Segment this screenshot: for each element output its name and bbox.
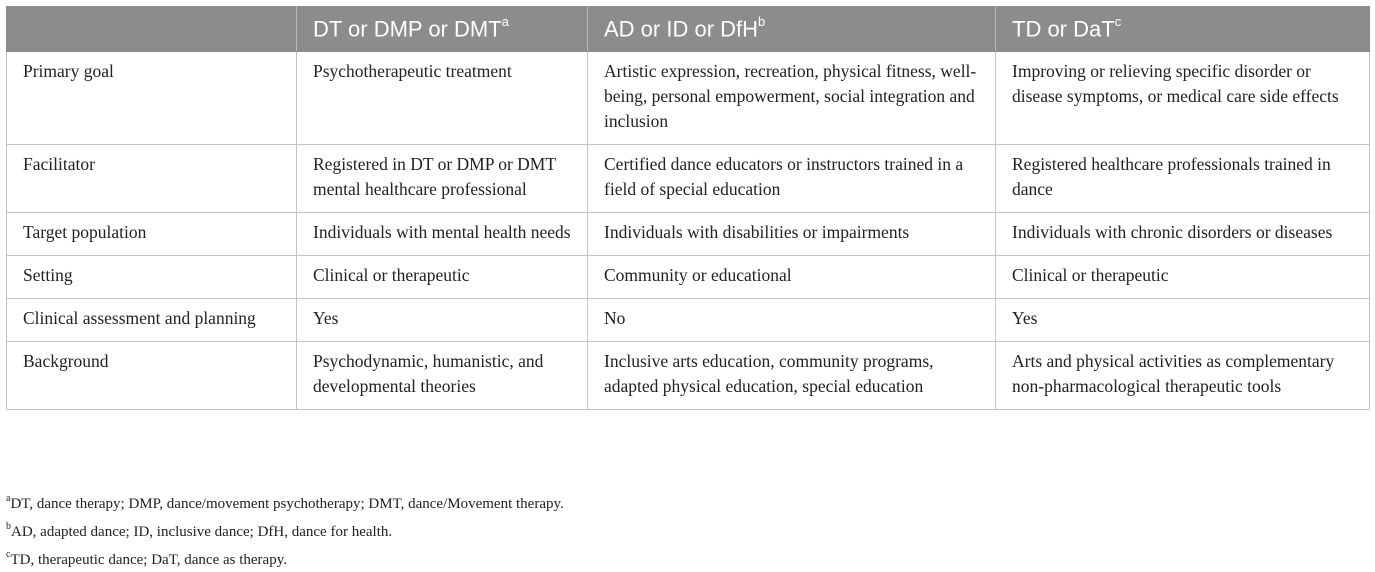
table-cell: Arts and physical activities as complementary non-pharmacological therapeutic tools	[996, 342, 1370, 410]
table-cell: Clinical or therapeutic	[996, 256, 1370, 299]
table-row	[7, 145, 1370, 213]
footnote-mark: a	[6, 493, 11, 504]
footnote-mark: c	[6, 549, 11, 560]
table-cell: Artistic expression, recreation, physical fitness, well-being, personal empowerment, social integration and inclusion	[588, 52, 996, 145]
table-cell: Individuals with disabilities or impairments	[588, 213, 996, 256]
row-label: Clinical assessment and planning	[7, 299, 297, 342]
table-cell: No	[588, 299, 996, 342]
table-cell: Inclusive arts education, community programs, adapted physical education, special education	[588, 342, 996, 410]
row-label: Primary goal	[7, 52, 297, 145]
header-dt-dmp-dmt: DT or DMP or DMT$^a$	[297, 7, 588, 52]
footnote-c	[6, 544, 564, 572]
footnote-b	[6, 516, 564, 544]
footnote-text: DT, dance therapy; DMP, dance/movement psychotherapy; DMT, dance/Movement therapy.	[10, 496, 564, 512]
header-sup: b	[758, 13, 766, 29]
footnote-mark: b	[6, 521, 11, 532]
row-label: Target population	[7, 213, 297, 256]
table-cell: Psychotherapeutic treatment	[297, 52, 588, 145]
table-cell: Yes	[996, 299, 1370, 342]
footnote-text: AD, adapted dance; ID, inclusive dance; DfH, dance for health.	[11, 524, 393, 540]
table-header	[7, 7, 1370, 52]
header-empty	[7, 7, 297, 52]
table-row	[7, 299, 1370, 342]
table-cell: Individuals with chronic disorders or diseases	[996, 213, 1370, 256]
footnote-text: TD, therapeutic dance; DaT, dance as therapy.	[10, 552, 287, 568]
header-ad-id-dfh: AD or ID or DfH$^b$	[588, 7, 996, 52]
table-cell: Certified dance educators or instructors trained in a field of special education	[588, 145, 996, 213]
table-body	[7, 52, 1370, 410]
table-row	[7, 52, 1370, 145]
row-label: Facilitator	[7, 145, 297, 213]
row-label: Background	[7, 342, 297, 410]
header-sup: a	[501, 13, 509, 29]
table-row	[7, 256, 1370, 299]
table-cell: Yes	[297, 299, 588, 342]
row-label: Setting	[7, 256, 297, 299]
header-td-dat: TD or DaT$^c$	[996, 7, 1370, 52]
table-cell: Improving or relieving specific disorder or disease symptoms, or medical care side effects	[996, 52, 1370, 145]
table-cell: Clinical or therapeutic	[297, 256, 588, 299]
table-row	[7, 342, 1370, 410]
table-cell: Registered in DT or DMP or DMT mental healthcare professional	[297, 145, 588, 213]
table-cell: Community or educational	[588, 256, 996, 299]
footnote-a	[6, 488, 564, 516]
table-cell: Registered healthcare professionals trained in dance	[996, 145, 1370, 213]
table-cell: Psychodynamic, humanistic, and developmental theories	[297, 342, 588, 410]
header-sup: c	[1114, 13, 1122, 29]
table-cell: Individuals with mental health needs	[297, 213, 588, 256]
footnotes	[6, 488, 564, 572]
table-row	[7, 213, 1370, 256]
comparison-table	[6, 6, 1370, 410]
header-row	[7, 7, 1370, 52]
